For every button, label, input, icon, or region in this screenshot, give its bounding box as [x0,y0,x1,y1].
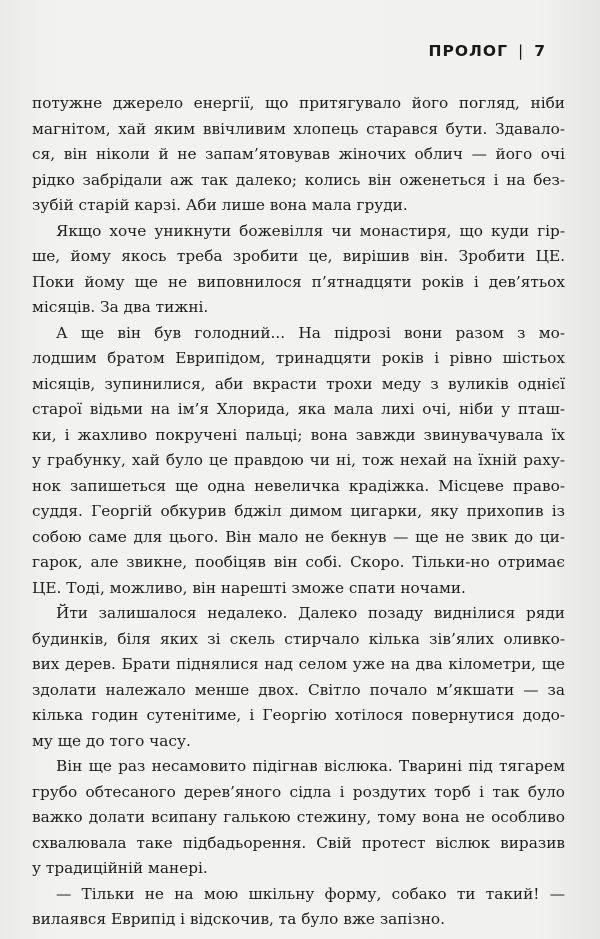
text-line: будинків, біля яких зі скель стирчало кілька зів’ялих оливко- [32,629,565,648]
text-line: кілька годин сутенітиме, і Георгію хотілося повернутися додо- [32,706,565,724]
text-line: здолати належало менше двох. Світло почало м’якшати — за [32,680,565,699]
page-number: 7 [534,42,546,60]
text-line: ки, і жахливо покручені пальці; вона завжди звинувачувала їх [32,425,565,444]
running-head [429,42,546,60]
text-line: собою саме для цього. Він мало не бекнув — ще не звик до ци- [32,527,565,546]
body-text [32,91,565,933]
text-line: у грабунку, хай було це правдою чи ні, тож нехай на їхній раху- [32,451,565,469]
text-line: ся, він ніколи й не запам’ятовував жіночих облич — його очі [32,145,565,163]
text-line: грубо обтесаного дерев’яного сідла і роздутих торб і так було [32,782,565,801]
text-line: суддя. Георгій обкурив бджіл димом цигарки, яку прихопив із [32,502,565,520]
text-line: лодшим братом Еврипідом, тринадцяти років і рівно шістьох [32,349,565,367]
text-line: нок запишеться ще одна невеличка крадіжка. Місцеве право- [32,476,565,495]
text-line: Якщо хоче уникнути божевілля чи монастиря, що куди гір- [56,221,565,240]
text-line: вилаявся Еврипід і відскочив, та було вже запізно. [32,910,445,928]
text-line: му ще до того часу. [32,731,191,750]
text-line: старої відьми на ім’я Хлорида, яка мала лихі очі, ніби у пташ- [32,400,565,418]
text-line: у традиційній манері. [32,859,208,877]
text-line: Він ще раз несамовито підігнав віслюка. Тварині під тягарем [56,757,565,775]
text-line: Поки йому ще не виповнилося п’ятнадцяти років і дев’ятьох [32,272,565,291]
text-line: важко долати всипану галькою стежину, тому вона не особливо [32,808,565,826]
section-title: ПРОЛОГ [428,42,508,60]
text-line: місяців, зупинилися, аби вкрасти трохи меду з вуликів однієї [32,374,565,393]
text-line: — Тільки не на мою шкільну форму, собако ти такий! — [56,884,565,903]
text-line: А ще він був голодний... На підрозі вони разом з мо- [56,323,565,342]
text-line: ше, йому якось треба зробити це, вирішив він. Зробити ЦЕ. [32,247,565,265]
text-line: рідко забрідали аж так далеко; колись він оженеться і на без- [32,170,565,189]
text-line: місяців. За два тижні. [32,298,209,316]
text-line: потужне джерело енергії, що притягувало його погляд, ніби [32,94,565,112]
text-line: гарок, але звикне, пообіцяв він собі. Скоро. Тільки-но отримає [32,553,565,571]
text-line: магнітом, хай яким ввічливим хлопець старався бути. Здавало- [32,119,565,138]
text-line: Йти залишалося недалеко. Далеко позаду виднілися ряди [56,604,565,622]
header-separator: | [517,42,525,60]
text-line: зубій старій карзі. Аби лише вона мала груди. [32,196,408,214]
text-line: вих дерев. Брати піднялися над селом уже на два кілометри, ще [32,655,565,673]
text-line: ЦЕ. Тоді, можливо, він нарешті зможе спати ночами. [32,578,466,597]
text-line: схвалювала таке підбадьорення. Свій протест віслюк виразив [32,833,565,852]
